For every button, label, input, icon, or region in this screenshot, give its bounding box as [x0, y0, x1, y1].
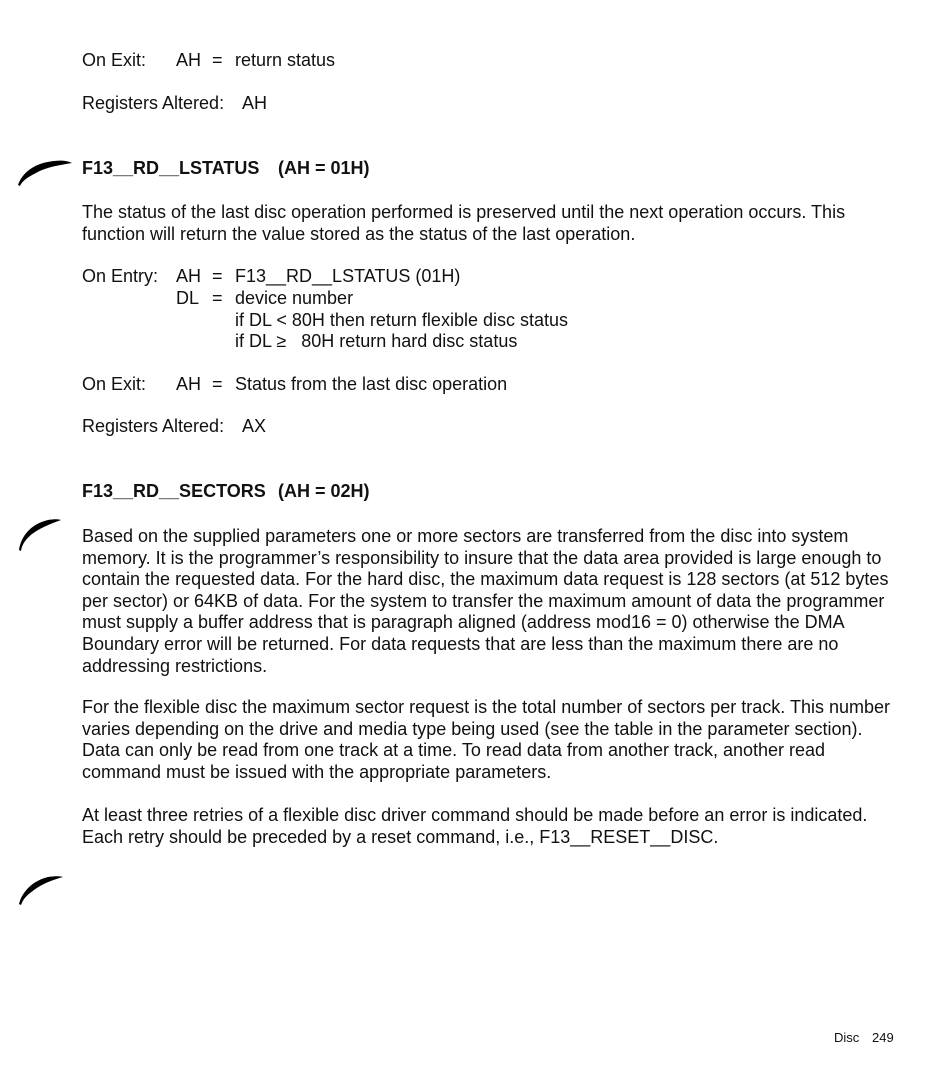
entry-value-ah: F13__RD__LSTATUS (01H) — [235, 266, 461, 286]
entry-equals-dl: = — [212, 288, 223, 308]
exit-register: AH — [176, 374, 202, 394]
registers-altered-value: AH — [242, 93, 268, 113]
section-paragraph-2: For the flexible disc the maximum sector request is the total number of sectors per track. This number varies depending on the drive and media type being used (see the table in the parameter section). Data can only be read from one track at a time. To read data from another track, another read command must be issued with the appropriate parameters. — [82, 697, 890, 782]
section-heading-code: (AH = 01H) — [278, 158, 370, 178]
section-description: The status of the last disc operation performed is preserved until the next operation occurs. This function will return the value stored as the status of the last operation. — [82, 202, 846, 244]
section-heading-name: F13__RD__SECTORS — [82, 481, 266, 501]
exit-value: Status from the last disc operation — [235, 374, 508, 394]
section-paragraph-3: At least three retries of a flexible disc driver command should be made before an error is indicated. Each retry should be preceded by a reset command, i.e., F13__RESET__DISC. — [82, 805, 868, 847]
registers-altered-label: Registers Altered: — [82, 416, 225, 436]
registers-altered-label: Registers Altered: — [82, 93, 225, 113]
entry-condition-flexible: if DL < 80H then return flexible disc status — [235, 310, 568, 330]
exit-equals: = — [212, 50, 223, 70]
punch-hole-middle — [16, 516, 62, 552]
exit-label: On Exit: — [82, 50, 147, 70]
entry-condition-hard: if DL ≥ 80H return hard disc status — [235, 331, 518, 351]
entry-register-ah: AH — [176, 266, 202, 286]
section-heading-name: F13__RD__LSTATUS — [82, 158, 260, 178]
punch-hole-top — [16, 157, 74, 187]
entry-equals-ah: = — [212, 266, 223, 286]
punch-hole-bottom — [16, 872, 64, 906]
footer-section-name: Disc — [834, 1030, 860, 1045]
footer-page-number: 249 — [872, 1030, 894, 1045]
entry-register-dl: DL — [176, 288, 200, 308]
registers-altered-value: AX — [242, 416, 267, 436]
exit-label: On Exit: — [82, 374, 147, 394]
section-paragraph-1: Based on the supplied parameters one or more sectors are transferred from the disc into system memory. It is the programmer’s responsibility to insure that the data area provided is large enough to contain the requested data. For the hard disc, the maximum data request is 128 sectors (at 512 bytes per sector) or 64KB of data. For the system to transfer the maximum amount of data the programmer must supply a buffer address that is paragraph aligned (address mod16 = 0) otherwise the DMA Boundary error will be returned. For data requests that are less than the maximum there are no addressing restrictions. — [82, 526, 889, 676]
entry-value-dl: device number — [235, 288, 354, 308]
exit-equals: = — [212, 374, 223, 394]
exit-register: AH — [176, 50, 202, 70]
entry-label: On Entry: — [82, 266, 159, 286]
exit-value: return status — [235, 50, 336, 70]
section-heading-code: (AH = 02H) — [278, 481, 370, 501]
